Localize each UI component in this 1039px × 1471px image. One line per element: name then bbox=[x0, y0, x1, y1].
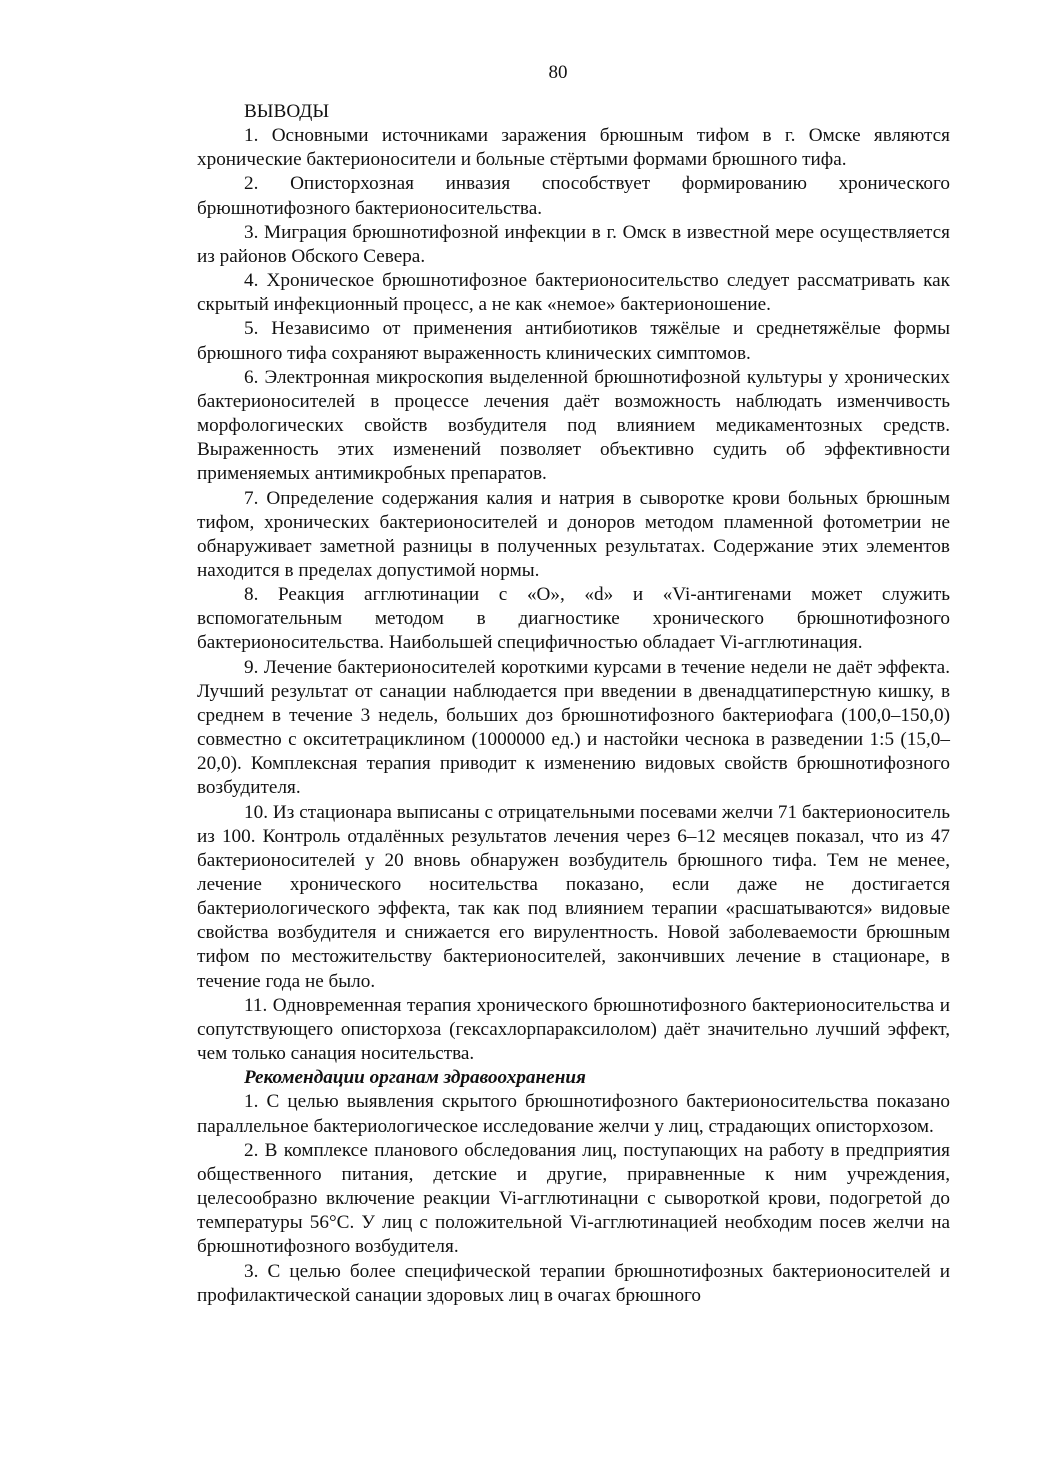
conclusion-item: 1. Основными источниками заражения брюшным тифом в г. Омске являются хронические бактерионосители и больные стёртыми формами брюшного тифа. bbox=[197, 125, 950, 171]
recommendations-heading: Рекомендации органам здравоохранения bbox=[244, 1067, 586, 1089]
page-body bbox=[197, 100, 950, 1308]
conclusion-item: 2. Описторхозная инвазия способствует формированию хронического брюшнотифозного бактерионосительства. bbox=[197, 173, 950, 219]
conclusion-item: 6. Электронная микроскопия выделенной брюшнотифозной культуры у хронических бактерионосителей в процессе лечения даёт возможность наблюдать изменчивость морфологических свойств возбудителя под влиянием медикаментозных средств. Выраженность этих изменений позволяет объективно судить об эффективности применяемых антимикробных препаратов. bbox=[197, 366, 950, 485]
conclusion-item: 5. Независимо от применения антибиотиков тяжёлые и среднетяжёлые формы брюшного тифа сохраняют выраженность клинических симптомов. bbox=[197, 318, 950, 364]
conclusion-item: 8. Реакция агглютинации с «О», «d» и «Vi-антигенами может служить вспомогательным методом в диагностике хронического брюшнотифозного бактерионосительства. Наибольшей специфичностью обладает Vi-агглютинация. bbox=[197, 584, 950, 654]
recommendation-item: 3. С целью более специфической терапии брюшнотифозных бактерионосителей и профилактической санации здоровых лиц в очагах брюшного bbox=[197, 1260, 950, 1306]
conclusion-item: 7. Определение содержания калия и натрия в сыворотке крови больных брюшным тифом, хронических бактерионосителей и доноров методом пламенной фотометрии не обнаруживает заметной разницы в полученных результатах. Содержание этих элементов находится в пределах допустимой нормы. bbox=[197, 487, 950, 581]
conclusion-item: 3. Миграция брюшнотифозной инфекции в г. Омск в известной мере осуществляется из районов Обского Севера. bbox=[197, 221, 950, 267]
conclusion-item: 4. Хроническое брюшнотифозное бактерионосительство следует рассматривать как скрытый инфекционный процесс, а не как «немое» бактерионошение. bbox=[197, 270, 950, 316]
conclusion-item: 10. Из стационара выписаны с отрицательными посевами желчи 71 бактерионоситель из 100. Контроль отдалённых результатов лечения через 6–12 месяцев показал, что из 47 бактерионосителей у 20 вновь обнаружен возбудитель брюшного тифа. Тем не менее, лечение хронического носительства показано, если даже не достигается бактериологического эффекта, так как под влиянием терапии «расшатываются» видовые свойства возбудителя и снижается его вирулентность. Новой заболеваемости брюшным тифом по местожительству бактерионосителей, закончивших лечение в стационаре, в течение года не было. bbox=[197, 801, 950, 992]
conclusion-item: 9. Лечение бактерионосителей короткими курсами в течение недели не даёт эффекта. Лучший результат от санации наблюдается при введении в двенадцатиперстную кишку, в среднем в течение 3 недель, больших доз брюшнотифозного бактериофага (100,0–150,0) совместно с окситетрациклином (1000000 ед.) и настойки чеснока в разведении 1:5 (15,0–20,0). Комплексная терапия приводит к изменению видовых свойств брюшнотифозного возбудителя. bbox=[197, 656, 950, 799]
page-number: 80 bbox=[548, 62, 568, 83]
conclusions-heading: ВЫВОДЫ bbox=[244, 101, 330, 122]
recommendation-item: 1. С целью выявления скрытого брюшнотифозного бактерионосительства показано параллельное бактериологическое исследование желчи у лиц, страдающих описторхозом. bbox=[197, 1091, 950, 1137]
recommendation-item: 2. В комплексе планового обследования лиц, поступающих на работу в предприятия общественного питания, детские и другие, приравненные к ним учреждения, целесообразно включение реакции Vi-агглютинацни с сывороткой крови, подогретой до температуры 56°С. У лиц с положительной Vi-агглютинацией необходим посев желчи на брюшнотифозного возбудителя. bbox=[197, 1139, 950, 1258]
conclusion-item: 11. Одновременная терапия хронического брюшнотифозного бактерионосительства и сопутствующего описторхоза (гексахлорпараксилолом) даёт значительно лучший эффект, чем только санация носительства. bbox=[197, 994, 950, 1065]
